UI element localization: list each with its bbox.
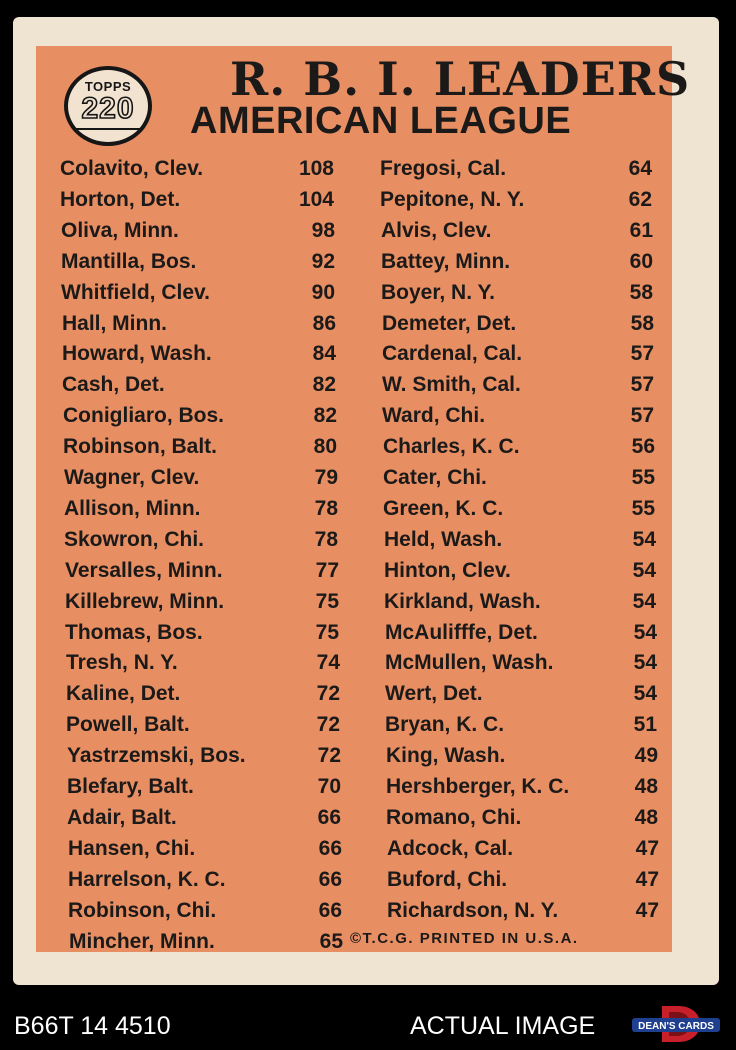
rbi-value: 78 [314, 496, 338, 520]
leader-row [380, 153, 652, 184]
leader-row [381, 277, 653, 308]
leader-row [67, 740, 341, 771]
player-name: W. Smith, Cal. [382, 373, 521, 397]
player-name: Hinton, Clev. [384, 558, 511, 582]
rbi-value: 54 [632, 527, 656, 551]
rbi-value: 86 [312, 311, 336, 335]
leader-row [383, 493, 655, 524]
rbi-value: 92 [311, 249, 335, 273]
leader-row [61, 246, 335, 277]
rbi-value: 66 [318, 898, 342, 922]
rbi-value: 48 [634, 775, 658, 798]
rbi-value: 47 [635, 867, 659, 891]
leader-row [64, 462, 338, 493]
leader-row [60, 153, 334, 184]
leader-row [66, 709, 340, 740]
leader-row [64, 493, 338, 524]
player-name: Wagner, Clev. [64, 466, 200, 489]
rbi-value: 70 [317, 775, 341, 798]
player-name: McMullen, Wash. [385, 651, 554, 675]
copyright-footer: ©T.C.G. PRINTED IN U.S.A. [350, 930, 579, 947]
rbi-value: 55 [631, 496, 655, 520]
leader-row [387, 895, 659, 926]
leader-row [386, 802, 658, 833]
rbi-value: 58 [630, 311, 654, 335]
rbi-value: 75 [315, 620, 339, 644]
rbi-value: 47 [635, 836, 659, 860]
card-number: 220 [81, 92, 135, 125]
player-name: Howard, Wash. [62, 342, 212, 366]
card-number-badge [64, 66, 152, 146]
player-name: Wert, Det. [385, 682, 483, 706]
rbi-value: 49 [634, 744, 658, 768]
leader-row [66, 678, 340, 709]
rbi-value: 64 [628, 157, 652, 180]
player-name: Powell, Balt. [66, 713, 190, 737]
rbi-value: 62 [628, 187, 652, 211]
leader-row [65, 555, 339, 586]
rbi-value: 54 [633, 651, 657, 675]
leader-row [63, 400, 337, 431]
rbi-value: 57 [630, 404, 654, 428]
rbi-value: 78 [314, 527, 338, 551]
rbi-value: 74 [316, 651, 340, 675]
player-name: Boyer, N. Y. [381, 280, 496, 304]
leader-row [383, 431, 655, 462]
rbi-value: 57 [630, 342, 654, 366]
badge-brand: TOPPS [84, 79, 132, 94]
leader-row [386, 771, 658, 802]
player-name: Held, Wash. [384, 527, 503, 551]
player-name: Adair, Balt. [67, 805, 177, 829]
leader-row [67, 802, 341, 833]
leader-row [69, 926, 343, 957]
rbi-value: 60 [629, 249, 653, 273]
player-name: Killebrew, Minn. [65, 589, 225, 613]
svg-text:DEAN'S CARDS: DEAN'S CARDS [638, 1021, 714, 1032]
player-name: Hershberger, K. C. [386, 775, 570, 798]
rbi-value: 57 [630, 373, 654, 397]
leader-row [64, 524, 338, 555]
rbi-value: 66 [318, 867, 342, 891]
player-name: Cash, Det. [62, 373, 165, 397]
leader-row [68, 833, 342, 864]
leader-row [61, 215, 335, 246]
leader-row [383, 462, 655, 493]
card-subtitle: AMERICAN LEAGUE [190, 100, 572, 142]
player-name: Robinson, Balt. [63, 435, 217, 459]
player-name: Cardenal, Cal. [382, 342, 523, 366]
rbi-value: 56 [631, 435, 655, 459]
leader-row [68, 864, 342, 895]
item-code: B66T 14 4510 [14, 1012, 171, 1040]
leader-row [381, 246, 653, 277]
leader-row [68, 895, 342, 926]
rbi-value: 58 [629, 280, 653, 304]
player-name: Bryan, K. C. [385, 713, 505, 737]
player-name: Pepitone, N. Y. [380, 187, 525, 211]
rbi-value: 75 [315, 589, 339, 613]
player-name: Harrelson, K. C. [68, 867, 226, 891]
leader-row [382, 308, 654, 339]
leader-row [63, 431, 337, 462]
player-name: Buford, Chi. [387, 867, 508, 891]
player-name: Versalles, Minn. [65, 558, 223, 582]
player-name: Hansen, Chi. [68, 836, 196, 860]
rbi-value: 79 [314, 466, 338, 489]
player-name: King, Wash. [386, 744, 506, 768]
rbi-value: 72 [316, 682, 340, 706]
leader-row [381, 215, 653, 246]
rbi-value: 55 [631, 466, 655, 489]
player-name: Horton, Det. [60, 187, 181, 211]
player-name: Fregosi, Cal. [380, 157, 507, 180]
rbi-value: 51 [633, 713, 657, 737]
leader-row [385, 678, 657, 709]
leader-row [60, 184, 334, 215]
leader-row [387, 864, 659, 895]
leader-row [65, 617, 339, 648]
player-name: Mantilla, Bos. [61, 249, 197, 273]
player-name: Colavito, Clev. [60, 157, 204, 180]
player-name: Thomas, Bos. [65, 620, 203, 644]
player-name: Blefary, Balt. [67, 775, 194, 798]
rbi-value: 54 [633, 620, 657, 644]
player-name: Kaline, Det. [66, 682, 181, 706]
leader-row [67, 771, 341, 802]
leader-row [382, 400, 654, 431]
player-name: Hall, Minn. [62, 311, 167, 335]
rbi-value: 104 [298, 187, 334, 211]
player-name: Tresh, N. Y. [66, 651, 178, 675]
rbi-value: 65 [319, 929, 343, 953]
actual-image-label: ACTUAL IMAGE [410, 1012, 596, 1040]
rbi-value: 84 [312, 342, 336, 366]
rbi-value: 90 [311, 280, 335, 304]
rbi-value: 66 [318, 836, 342, 860]
player-name: Kirkland, Wash. [384, 589, 541, 613]
rbi-value: 54 [632, 558, 656, 582]
leader-row [385, 647, 657, 678]
player-name: Mincher, Minn. [69, 929, 215, 953]
leader-row [62, 338, 336, 369]
player-name: Skowron, Chi. [64, 527, 205, 551]
player-name: Demeter, Det. [382, 311, 517, 335]
player-name: Oliva, Minn. [61, 218, 179, 242]
rbi-value: 48 [634, 805, 658, 829]
leader-row [62, 369, 336, 400]
player-name: McAulifffe, Det. [385, 620, 538, 644]
player-name: Cater, Chi. [383, 466, 487, 489]
leader-row [61, 277, 335, 308]
rbi-value: 66 [317, 805, 341, 829]
leader-row [65, 586, 339, 617]
rbi-value: 72 [317, 744, 341, 768]
leader-row [382, 338, 654, 369]
leader-row [380, 184, 652, 215]
rbi-value: 77 [315, 558, 339, 582]
rbi-value: 108 [298, 157, 334, 180]
player-name: Green, K. C. [383, 496, 504, 520]
player-name: Ward, Chi. [382, 404, 486, 428]
leader-row [66, 647, 340, 678]
player-name: Conigliaro, Bos. [63, 404, 225, 428]
player-name: Yastrzemski, Bos. [67, 744, 246, 768]
player-name: Allison, Minn. [64, 496, 201, 520]
rbi-value: 82 [312, 373, 336, 397]
leader-row [384, 555, 656, 586]
leader-row [387, 833, 659, 864]
leader-row [382, 369, 654, 400]
card-title: R. B. I. LEADERS [230, 52, 691, 106]
rbi-value: 80 [313, 435, 337, 459]
rbi-value: 72 [316, 713, 340, 737]
player-name: Robinson, Chi. [68, 898, 217, 922]
leader-row [386, 740, 658, 771]
leader-row [385, 709, 657, 740]
player-name: Battey, Minn. [381, 249, 511, 273]
deans-cards-logo [632, 1004, 720, 1044]
rbi-value: 98 [311, 218, 335, 242]
player-name: Charles, K. C. [383, 435, 520, 459]
player-name: Alvis, Clev. [381, 218, 492, 242]
player-name: Whitfield, Clev. [61, 280, 210, 304]
player-name: Richardson, N. Y. [387, 898, 559, 922]
rbi-value: 61 [629, 218, 653, 242]
leader-row [384, 586, 656, 617]
rbi-value: 54 [633, 682, 657, 706]
leader-row [384, 524, 656, 555]
player-name: Romano, Chi. [386, 805, 522, 829]
leader-row [62, 308, 336, 339]
player-name: Adcock, Cal. [387, 836, 514, 860]
rbi-value: 47 [635, 898, 659, 922]
badge-underline [76, 128, 140, 130]
rbi-value: 82 [313, 404, 337, 428]
leader-row [385, 617, 657, 648]
rbi-value: 54 [632, 589, 656, 613]
